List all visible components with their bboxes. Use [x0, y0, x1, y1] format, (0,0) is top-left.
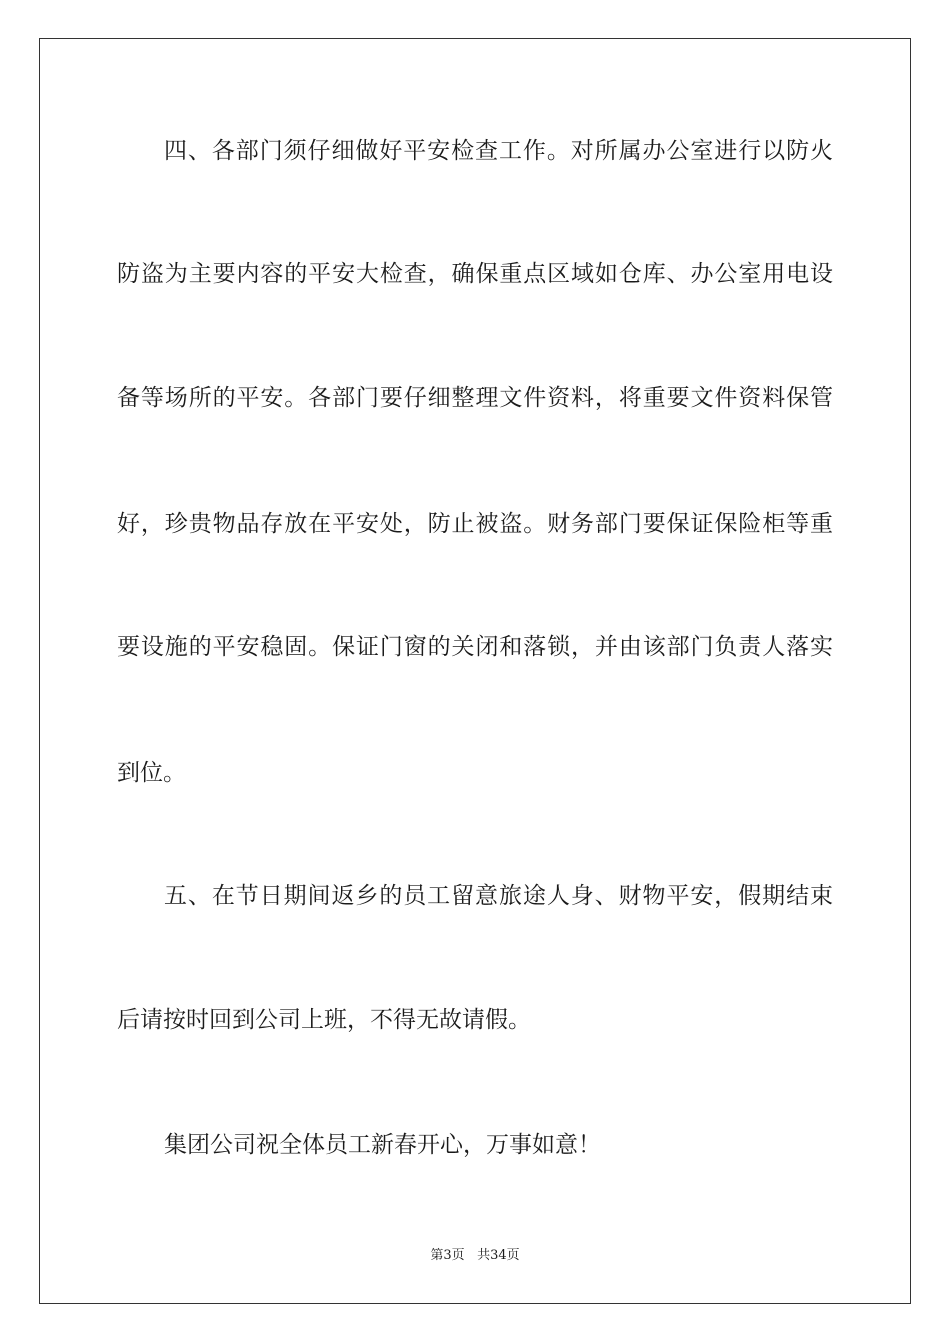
paragraph-5-line-1: 五、在节日期间返乡的员工留意旅途人身、财物平安，假期结束 — [164, 883, 833, 909]
paragraph-4-line-5: 要设施的平安稳固。保证门窗的关闭和落锁，并由该部门负责人落实 — [117, 634, 833, 660]
paragraph-5-line-2: 后请按时回到公司上班，不得无故请假。 — [117, 1007, 531, 1033]
page-total: 共34页 — [477, 1248, 520, 1263]
page-number: 第3页 — [430, 1248, 465, 1263]
paragraph-4-line-4: 好，珍贵物品存放在平安处，防止被盗。财务部门要保证保险柜等重 — [117, 511, 833, 537]
paragraph-4-line-6: 到位。 — [117, 760, 186, 786]
closing-greeting: 集团公司祝全体员工新春开心，万事如意！ — [164, 1132, 601, 1158]
page-footer — [0, 1247, 950, 1265]
paragraph-4-line-3: 备等场所的平安。各部门要仔细整理文件资料，将重要文件资料保管 — [117, 385, 833, 411]
page-border — [39, 38, 911, 1304]
paragraph-4-line-2: 防盗为主要内容的平安大检查，确保重点区域如仓库、办公室用电设 — [117, 261, 833, 287]
paragraph-4-line-1: 四、各部门须仔细做好平安检查工作。对所属办公室进行以防火 — [164, 138, 833, 164]
